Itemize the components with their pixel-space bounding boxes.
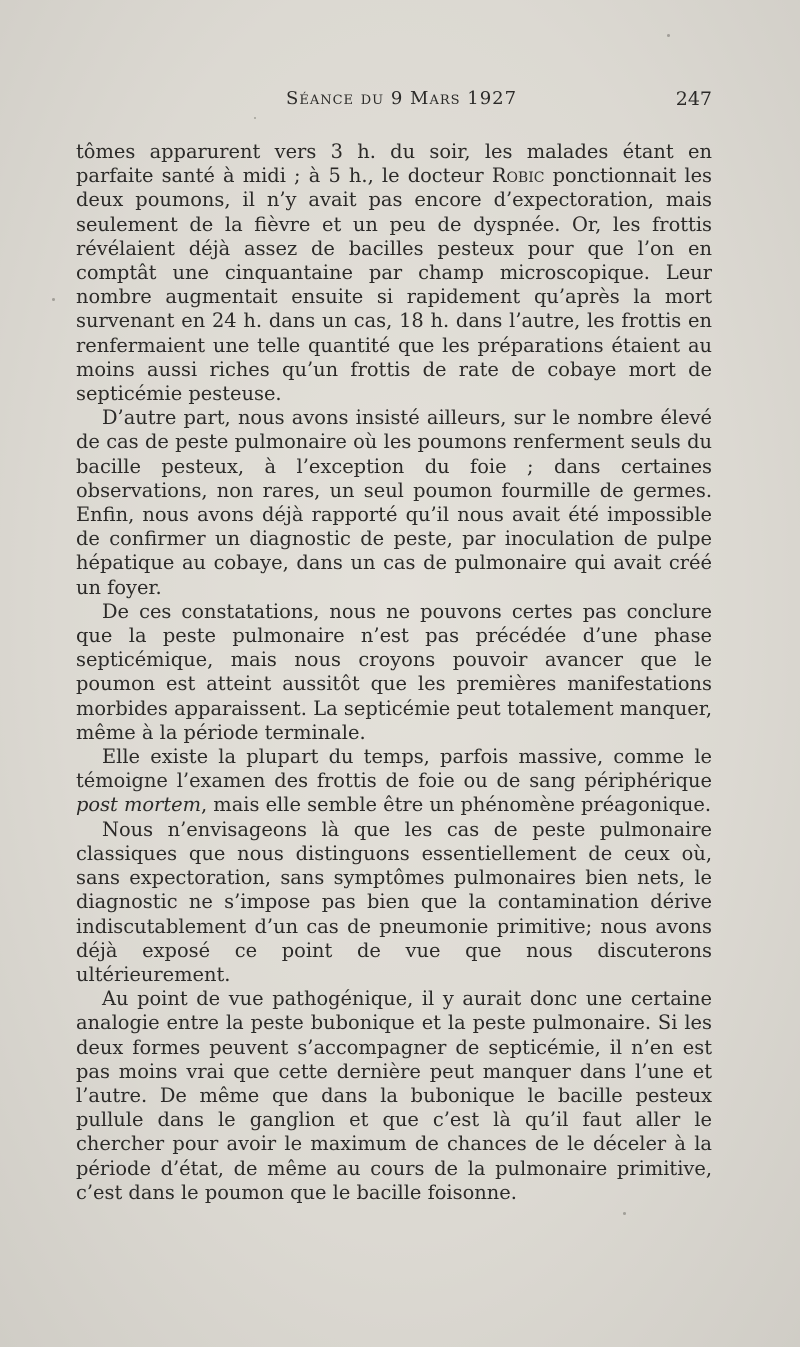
scan-speck <box>254 117 256 119</box>
text-run: De ces constatations, nous ne pouvons certes pas conclure que la peste pulmonaire n’est pas précédée d’une phase septicémique, mais nous croyons pouvoir avancer que le poumon est atteint aussitôt que les premières manifestations morbides apparaissent. La septicémie peut totalement manquer, même à la période terminale. <box>76 599 712 744</box>
text-run: tômes apparurent vers 3 h. du soir, les malades étant en parfaite santé à midi ; à 5 h., le docteur <box>76 140 712 188</box>
paragraph <box>76 818 712 987</box>
paragraph <box>76 140 712 406</box>
italic-text: post mortem <box>76 793 201 817</box>
page-number: 247 <box>675 88 712 110</box>
scan-speck <box>52 298 55 301</box>
text-run: ponctionnait les deux poumons, il n’y avait pas encore d’expectoration, mais seulement de la fièvre et un peu de dyspnée. Or, les frottis révélaient déjà assez de bacilles pesteux pour que l’on en comptât une cinquantaine par champ microscopique. Leur nombre augmentait ensuite si rapidement qu’après la mort survenant en 24 h. dans un cas, 18 h. dans l’autre, les frottis en renfermaient une telle quantité que les préparations étaient au moins aussi riches qu’un frottis de rate de cobaye mort de septicémie pesteuse. <box>76 164 713 406</box>
page-header <box>76 88 712 118</box>
text-run: Au point de vue pathogénique, il y aurait donc une certaine analogie entre la peste bubonique et la peste pulmonaire. Si les deux formes peuvent s’accompagner de septicémie, il n’en est pas moins vrai que cette dernière peut manquer dans l’une et l’autre. De même que dans la bubonique le bacille pesteux pullule dans le ganglion et que c’est là qu’il faut aller le chercher pour avoir le maximum de chances de le déceler à la période d’état, de même au cours de la pulmonaire primitive, c’est dans le poumon que le bacille foisonne. <box>76 987 712 1204</box>
scan-speck <box>667 34 670 37</box>
paragraph <box>76 600 712 745</box>
text-run: Nous n’envisageons là que les cas de peste pulmonaire classiques que nous distinguons essentiellement de ceux où, sans expectoration, sans symptômes pulmonaires bien nets, le diagnostic ne s’impose pas bien que la contamination dérive indiscutablement d’un cas de pneumonie primitive; nous avons déjà exposé ce point de vue que nous discuterons ultérieurement. <box>76 817 712 986</box>
author-name: Robic <box>491 164 545 188</box>
running-title: Séance du 9 Mars 1927 <box>286 88 518 109</box>
paragraph <box>76 406 712 600</box>
scan-speck <box>623 1212 626 1215</box>
body-text <box>76 140 712 1205</box>
text-run: D’autre part, nous avons insisté ailleurs, sur le nombre élevé de cas de peste pulmonaire où les poumons renferment seuls du bacille pesteux, à l’exception du foie ; dans certaines observations, non rares, un seul poumon fourmille de germes. Enfin, nous avons déjà rapporté qu’il nous avait été impossible de confirmer un diagnostic de peste, par inoculation de pulpe hépatique au cobaye, dans un cas de pulmonaire qui avait créé un foyer. <box>76 406 712 599</box>
paragraph <box>76 987 712 1205</box>
text-run: , mais elle semble être un phénomène préagonique. <box>200 793 712 817</box>
text-run: Elle existe la plupart du temps, parfois massive, comme le témoigne l’examen des frottis de foie ou de sang périphérique <box>76 745 712 793</box>
paragraph <box>76 745 712 818</box>
